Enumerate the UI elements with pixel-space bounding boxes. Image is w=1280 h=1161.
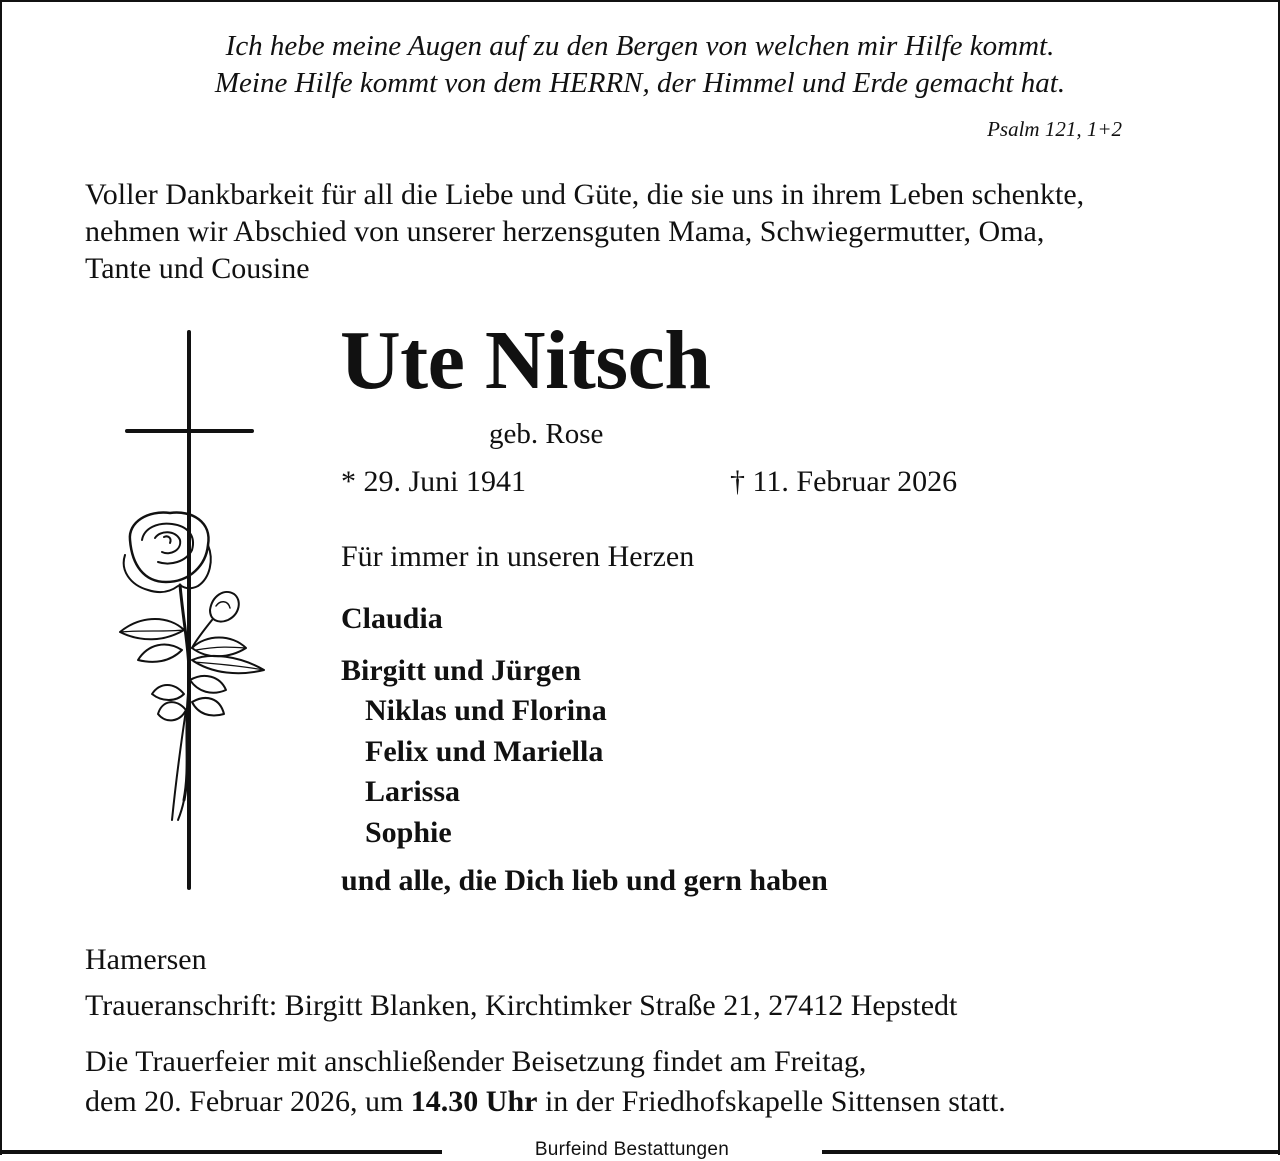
grandchild-entry: Larissa [365,775,461,808]
funeral-place-text: in der Friedhofskapelle Sittensen statt. [537,1085,1006,1118]
family-member: Birgitt und Jürgen [341,653,582,687]
deceased-name: Ute Nitsch [340,314,711,407]
funeral-time: 14.30 Uhr [410,1085,538,1118]
footer-rule-right [822,1150,1280,1154]
intro-line-3: Tante und Cousine [85,252,310,285]
grandchild-entry: Sophie [365,815,452,849]
funeral-info [85,1042,1006,1122]
funeral-line-2 [85,1082,1006,1122]
footer-rule-left [0,1150,442,1154]
family-list [341,599,607,853]
birth-date: * 29. Juni 1941 [341,465,527,498]
grandchild-entry: Felix und Mariella [365,734,604,768]
grandchild-entry: Niklas und Florina [365,694,607,727]
psalm-line-1: Ich hebe meine Augen auf zu den Bergen von welchen mir Hilfe kommt. [225,30,1055,62]
family-closing: und alle, die Dich lieb und gern haben [341,864,828,897]
funeral-date-text: dem 20. Februar 2026, um [85,1085,411,1118]
funeral-home-name: Burfeind Bestattungen [534,1139,730,1160]
maiden-name: geb. Rose [489,418,604,450]
cross-with-rose-icon [100,330,270,895]
funeral-line-1: Die Trauerfeier mit anschließender Beisetzung findet am Freitag, [85,1045,867,1078]
location: Hamersen [85,943,207,976]
mourning-address: Traueranschrift: Birgitt Blanken, Kirchtimker Straße 21, 27412 Hepstedt [85,989,958,1022]
death-date: † 11. Februar 2026 [730,465,958,498]
family-member: Claudia [341,602,443,635]
psalm-reference: Psalm 121, 1+2 [987,117,1122,141]
psalm-line-2: Meine Hilfe kommt von dem HERRN, der Himmel und Erde gemacht hat. [214,67,1066,99]
intro-text [85,176,1195,287]
intro-line-2: nehmen wir Abschied von unserer herzensguten Mama, Schwiegermutter, Oma, [85,215,1045,248]
dedication-text: Für immer in unseren Herzen [341,540,695,573]
intro-line-1: Voller Dankbarkeit für all die Liebe und Güte, die sie uns in ihrem Leben schenkte, [85,178,1085,211]
psalm-quote [0,28,1280,102]
